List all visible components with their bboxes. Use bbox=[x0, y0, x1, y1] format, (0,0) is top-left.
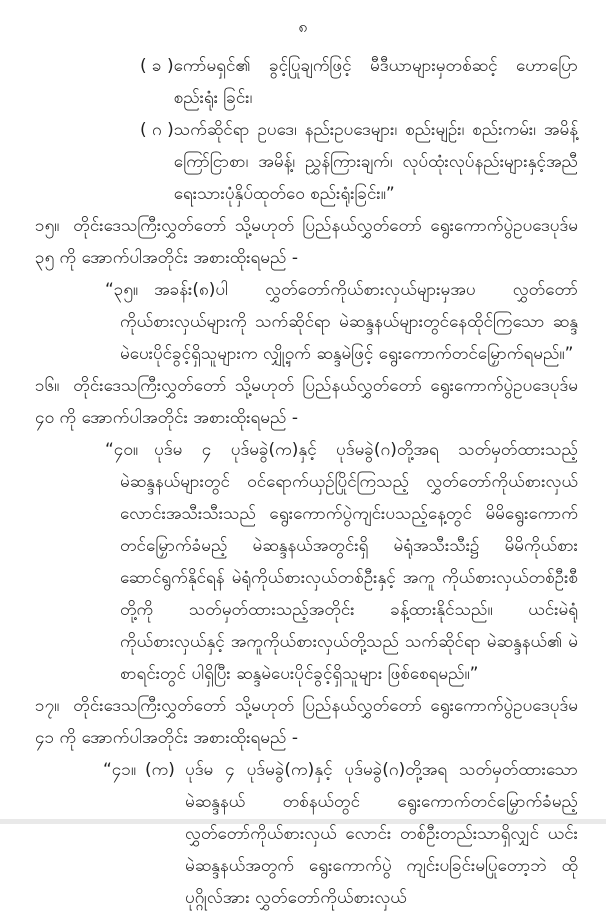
paragraph-17 bbox=[35, 690, 578, 754]
quoted-section-41 bbox=[103, 754, 578, 914]
paragraph-text: တိုင်းဒေသကြီးလွှတ်တော် သို့မဟုတ် ပြည်နယ်လွှတ်တော် ရွေးကောက်ပွဲဥပဒေပုဒ်မ ၄၁ ကို အောက်ပါအတိုင်း အစားထိုးရမည် - bbox=[35, 696, 578, 748]
quoted-section-text: အခန်း(၈)ပါ လွှတ်တော်ကိုယ်စားလှယ်များမှအပ လွှတ်တော်ကိုယ်စားလှယ်များကို သက်ဆိုင်ရာ မဲဆန္ဒနယ်များတွင်နေထိုင်ကြသော ဆန္ဒမဲပေးပိုင်ခွင့်ရှိသူများက လျှို့ဝှက် ဆန္ဒမဲဖြင့် ရွေးကောက်တင်မြှောက်ရမည်။” bbox=[120, 280, 578, 364]
list-item-ga bbox=[140, 114, 578, 210]
paragraph-16 bbox=[35, 370, 578, 434]
paragraph-number: ၁၇။ bbox=[35, 696, 60, 716]
quoted-section-text: ပုဒ်မ ၄ ပုဒ်မခွဲ(က)နှင့် ပုဒ်မခွဲ(ဂ)တို့အရ သတ်မှတ်ထားသော မဲဆန္ဒနယ် တစ်နယ်တွင် ရွေးကောက်တင်မြှောက်ခံမည့် လွှတ်တော်ကိုယ်စားလှယ် လောင်း တစ်ဦးတည်းသာရှိလျှင် ယင်းမဲဆန္ဒနယ်အတွက် ရွေးကောက်ပွဲ ကျင်းပခြင်းမပြုတော့ဘဲ ထိုပုဂ္ဂိုလ်အား လွှတ်တော်ကိုယ်စားလှယ် bbox=[185, 760, 578, 908]
list-item-marker: ( ဂ ) bbox=[140, 120, 174, 140]
quoted-section-35 bbox=[105, 274, 578, 370]
list-item-text: ကော်မရှင်၏ ခွင့်ပြုချက်ဖြင့် မီဒီယာများမှတစ်ဆင့် ဟောပြောစည်းရုံး ခြင်း၊ bbox=[173, 56, 578, 108]
paragraph-number: ၁၆။ bbox=[35, 376, 60, 396]
paragraph-15 bbox=[35, 210, 578, 274]
list-item-kha bbox=[140, 50, 578, 114]
paragraph-number: ၁၅။ bbox=[35, 216, 60, 236]
list-item-text: သက်ဆိုင်ရာ ဥပဒေ၊ နည်းဥပဒေများ၊ စည်းမျဉ်း၊ စည်းကမ်း၊ အမိန့် ကြော်ငြာစာ၊ အမိန့်၊ ညွှန်ကြားချက်၊ လုပ်ထုံးလုပ်နည်းများနှင့်အညီ ရေးသားပုံနှိပ်ထုတ်ဝေ စည်းရုံးခြင်း။” bbox=[173, 120, 578, 204]
clause-marker: (က) bbox=[145, 760, 175, 780]
paragraph-text: တိုင်းဒေသကြီးလွှတ်တော် သို့မဟုတ် ပြည်နယ်လွှတ်တော် ရွေးကောက်ပွဲဥပဒေပုဒ်မ ၄၀ ကို အောက်ပါအတိုင်း အစားထိုးရမည် - bbox=[35, 376, 578, 428]
paragraph-text: တိုင်းဒေသကြီးလွှတ်တော် သို့မဟုတ် ပြည်နယ်လွှတ်တော် ရွေးကောက်ပွဲဥပဒေပုဒ်မ ၃၅ ကို အောက်ပါအတိုင်း အစားထိုးရမည် - bbox=[35, 216, 578, 268]
quoted-section-text: ပုဒ်မ ၄ ပုဒ်မခွဲ(က)နှင့် ပုဒ်မခွဲ(ဂ)တို့အရ သတ်မှတ်ထားသည့် မဲဆန္ဒနယ်များတွင် ဝင်ရောက်ယှဉ်ပြိုင်ကြသည့် လွှတ်တော်ကိုယ်စားလှယ်လောင်းအသီးသီးသည် ရွေးကောက်ပွဲကျင်းပသည့်နေ့တွင် မိမိရွေးကောက်တင်မြှောက်ခံမည့် မဲဆန္ဒနယ်အတွင်းရှိ မဲရုံအသီးသီး၌ မိမိကိုယ်စားဆောင်ရွက်နိုင်ရန် မဲရုံကိုယ်စားလှယ်တစ်ဦးနှင့် အကူ ကိုယ်စားလှယ်တစ်ဦးစီတို့ကို သတ်မှတ်ထားသည့်အတိုင်း ခန့်ထားနိုင်သည်။ ယင်းမဲရုံ ကိုယ်စားလှယ်နှင့် အကူကိုယ်စားလှယ်တို့သည် သက်ဆိုင်ရာ မဲဆန္ဒနယ်၏ မဲစာရင်းတွင် ပါရှိပြီး ဆန္ဒမဲပေးပိုင်ခွင့်ရှိသူများ ဖြစ်စေရမည်။” bbox=[120, 440, 578, 684]
quoted-section-number: “၄၀။ bbox=[105, 440, 139, 460]
quoted-section-number: “၃၅။ bbox=[105, 280, 139, 300]
page-edge-shadow bbox=[0, 819, 606, 824]
quoted-section-40 bbox=[105, 434, 578, 690]
quoted-section-number: “၄၁။ bbox=[103, 760, 137, 780]
page-number: ၈ bbox=[298, 17, 308, 36]
list-item-marker: ( ခ ) bbox=[140, 56, 174, 76]
